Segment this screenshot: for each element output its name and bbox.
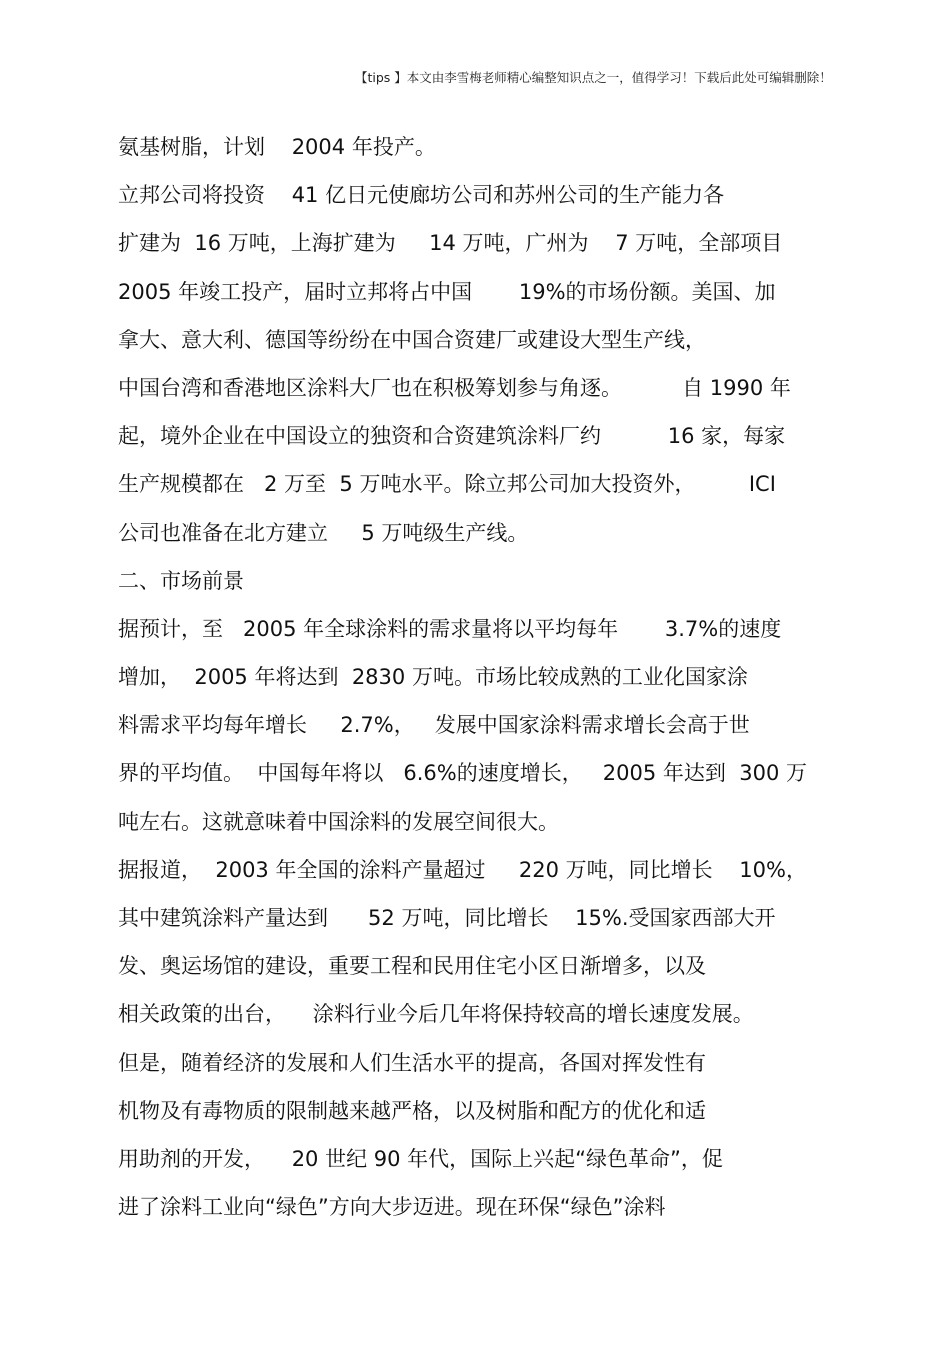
text-line: 据预计，至 2005 年全球涂料的需求量将以平均每年 3.7%的速度: [118, 616, 782, 641]
text-line: 氨基树脂，计划 2004 年投产。: [118, 135, 436, 159]
text-line: 立邦公司将投资 41 亿日元使廊坊公司和苏州公司的生产能力各: [118, 183, 725, 208]
header-tip-note: 【tips 】本文由李雪梅老师精心编整知识点之一，值得学习！下载后此处可编辑删除！: [355, 70, 832, 85]
text-line: 吨左右。这就意味着中国涂料的发展空间很大。: [118, 809, 559, 834]
text-line: 其中建筑涂料产量达到 52 万吨，同比增长 15%.受国家西部大开: [118, 906, 776, 930]
text-line: 2005 年竣工投产，届时立邦将占中国 19%的市场份额。美国、加: [118, 279, 776, 304]
text-line: 起，境外企业在中国设立的独资和合资建筑涂料厂约 16 家，每家: [118, 424, 786, 449]
text-line: 生产规模都在 2 万至 5 万吨水平。除立邦公司加大投资外， ICI: [118, 472, 776, 497]
text-line: 发、奥运场馆的建设，重要工程和民用住宅小区日渐增多，以及: [118, 954, 706, 979]
text-line: 拿大、意大利、德国等纷纷在中国合资建厂或建设大型生产线，: [118, 327, 706, 352]
text-line: 据报道， 2003 年全国的涂料产量超过 220 万吨，同比增长 10%，: [118, 857, 807, 882]
text-line: 相关政策的出台， 涂料行业今后几年将保持较高的增长速度发展。: [118, 1002, 754, 1027]
text-line: 进了涂料工业向“绿色”方向大步迈进。现在环保“绿色”涂料: [118, 1195, 666, 1220]
text-line: 公司也准备在北方建立 5 万吨级生产线。: [118, 520, 529, 545]
text-line: 机物及有毒物质的限制越来越严格，以及树脂和配方的优化和适: [118, 1098, 706, 1123]
text-line: 扩建为 16 万吨，上海扩建为 14 万吨，广州为 7 万吨，全部项目: [118, 231, 783, 256]
text-line: 料需求平均每年增长 2.7%， 发展中国家涂料需求增长会高于世: [118, 713, 750, 738]
section-heading: 二、市场前景: [118, 568, 244, 593]
text-line: 用助剂的开发， 20 世纪 90 年代，国际上兴起“绿色革命”，促: [118, 1146, 723, 1171]
text-line: 增加， 2005 年将达到 2830 万吨。市场比较成熟的工业化国家涂: [118, 665, 748, 690]
text-line: 但是，随着经济的发展和人们生活水平的提高，各国对挥发性有: [118, 1050, 706, 1075]
body-text: [118, 128, 838, 1236]
text-line: 界的平均值。 中国每年将以 6.6%的速度增长， 2005 年达到 300 万: [118, 761, 807, 786]
text-line: 中国台湾和香港地区涂料大厂也在积极筹划参与角逐。 自 1990 年: [118, 375, 791, 400]
